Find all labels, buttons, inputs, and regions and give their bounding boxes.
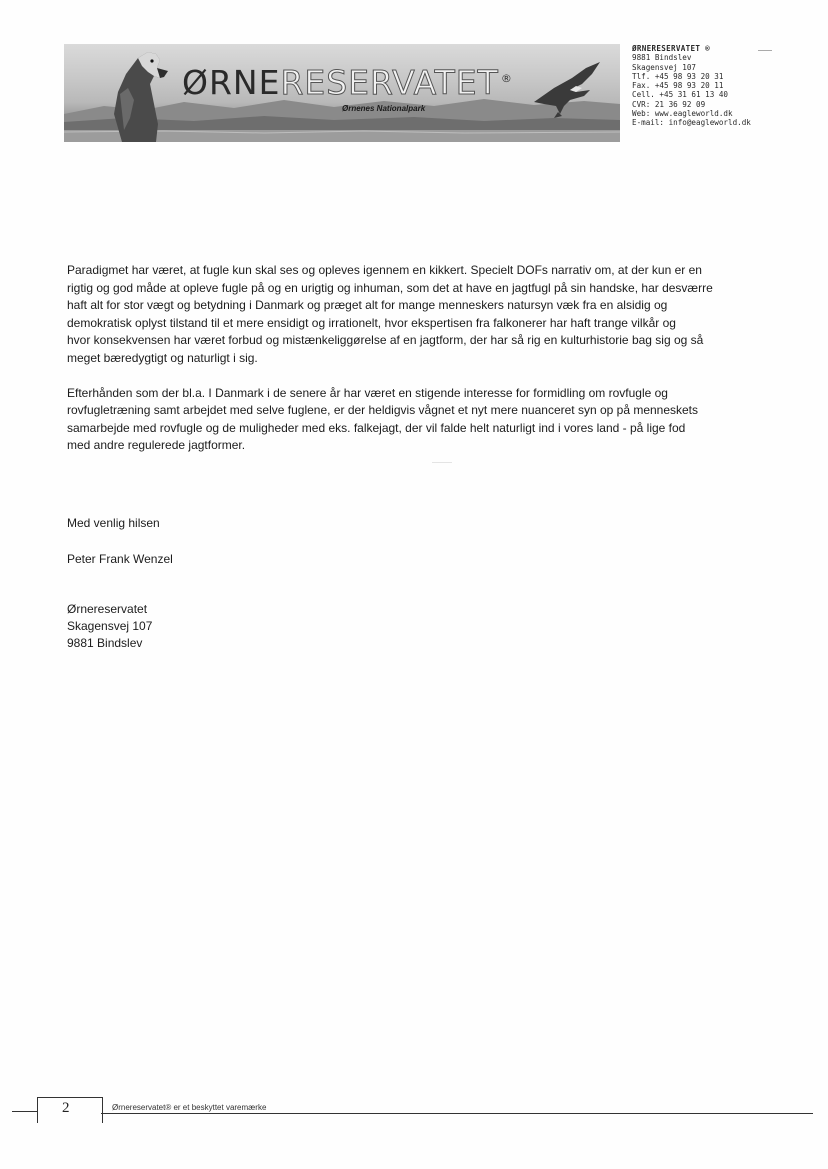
text-line: med andre regulerede jagtformer. bbox=[67, 438, 246, 453]
contact-line: Fax. +45 98 93 20 11 bbox=[632, 81, 724, 91]
contact-line: E-mail: info@eagleworld.dk bbox=[632, 118, 751, 128]
contact-line: 9881 Bindslev bbox=[632, 53, 692, 63]
banner-subtitle: Ørnenes Nationalpark bbox=[342, 104, 426, 113]
text-line: meget bæredygtigt og naturligt i sig. bbox=[67, 350, 258, 365]
text-line: hvor konsekvensen har været forbud og mistænkeliggørelse af en jagtform, der har så rig en kulturhistorie bag sig og så bbox=[67, 333, 704, 348]
registered-mark: ® bbox=[500, 72, 513, 85]
text-line: rigtig og god måde at opleve fugle på og en urigtig og inhuman, som det at have en jagtfugl på sin handske, har desværre bbox=[67, 280, 713, 295]
contact-line: Skagensvej 107 bbox=[632, 62, 697, 72]
address-line: 9881 Bindslev bbox=[67, 636, 143, 650]
footer-rule bbox=[12, 1111, 38, 1112]
trademark-notice: Ørnereservatet® er et beskyttet varemærke bbox=[112, 1103, 267, 1112]
contact-name: ØRNERESERVATET ® bbox=[632, 44, 710, 53]
letter-body bbox=[67, 262, 767, 472]
banner-title-dark: ØRNE bbox=[182, 63, 281, 102]
banner-title bbox=[182, 63, 513, 102]
text-line: demokratisk oplyst tilstand til et mere ensidigt og irrationelt, hvor ekspertisen fra falkonerer har haft trange vilkår og bbox=[67, 315, 676, 330]
scan-mark bbox=[758, 50, 772, 51]
footer-rule bbox=[101, 1113, 813, 1114]
page-number: 2 bbox=[62, 1100, 70, 1116]
address-line: Skagensvej 107 bbox=[67, 619, 153, 633]
text-line: haft alt for stor vægt og betydning i Danmark og præget alt for mange menneskers natursyn væk fra en alsidig og bbox=[67, 298, 668, 313]
letterhead-banner bbox=[64, 44, 620, 142]
address-line: Ørnereservatet bbox=[67, 602, 148, 616]
contact-block bbox=[632, 44, 751, 128]
paragraph-1 bbox=[67, 262, 767, 368]
contact-line: CVR: 21 36 92 09 bbox=[632, 99, 706, 109]
text-line: Paradigmet har været, at fugle kun skal ses og opleves igennem en kikkert. Specielt DOFs narrativ om, at der kun er en bbox=[67, 263, 702, 277]
contact-line: Tlf. +45 98 93 20 31 bbox=[632, 71, 724, 81]
sender-address bbox=[67, 601, 152, 652]
paragraph-2 bbox=[67, 385, 767, 455]
text-line: Efterhånden som der bl.a. I Danmark i de senere år har været en stigende interesse for formidling om rovfugle og bbox=[67, 385, 668, 400]
contact-line: Cell. +45 31 61 13 40 bbox=[632, 90, 729, 100]
signature-name: Peter Frank Wenzel bbox=[67, 552, 173, 566]
closing-greeting: Med venlig hilsen bbox=[67, 516, 160, 530]
contact-line: Web: www.eagleworld.dk bbox=[632, 109, 733, 119]
text-line: rovfugletræning samt arbejdet med selve fuglene, er der heldigvis vågnet et nyt mere nuanceret syn op på menneskets bbox=[67, 403, 699, 418]
text-line: samarbejde med rovfugle og de muligheder med eks. falkejagt, der vil falde helt naturligt ind i vores land - på lige fod bbox=[67, 420, 686, 435]
scan-mark bbox=[432, 462, 452, 463]
banner-title-light: RESERVATET bbox=[280, 63, 499, 102]
page-number-box bbox=[37, 1097, 103, 1123]
